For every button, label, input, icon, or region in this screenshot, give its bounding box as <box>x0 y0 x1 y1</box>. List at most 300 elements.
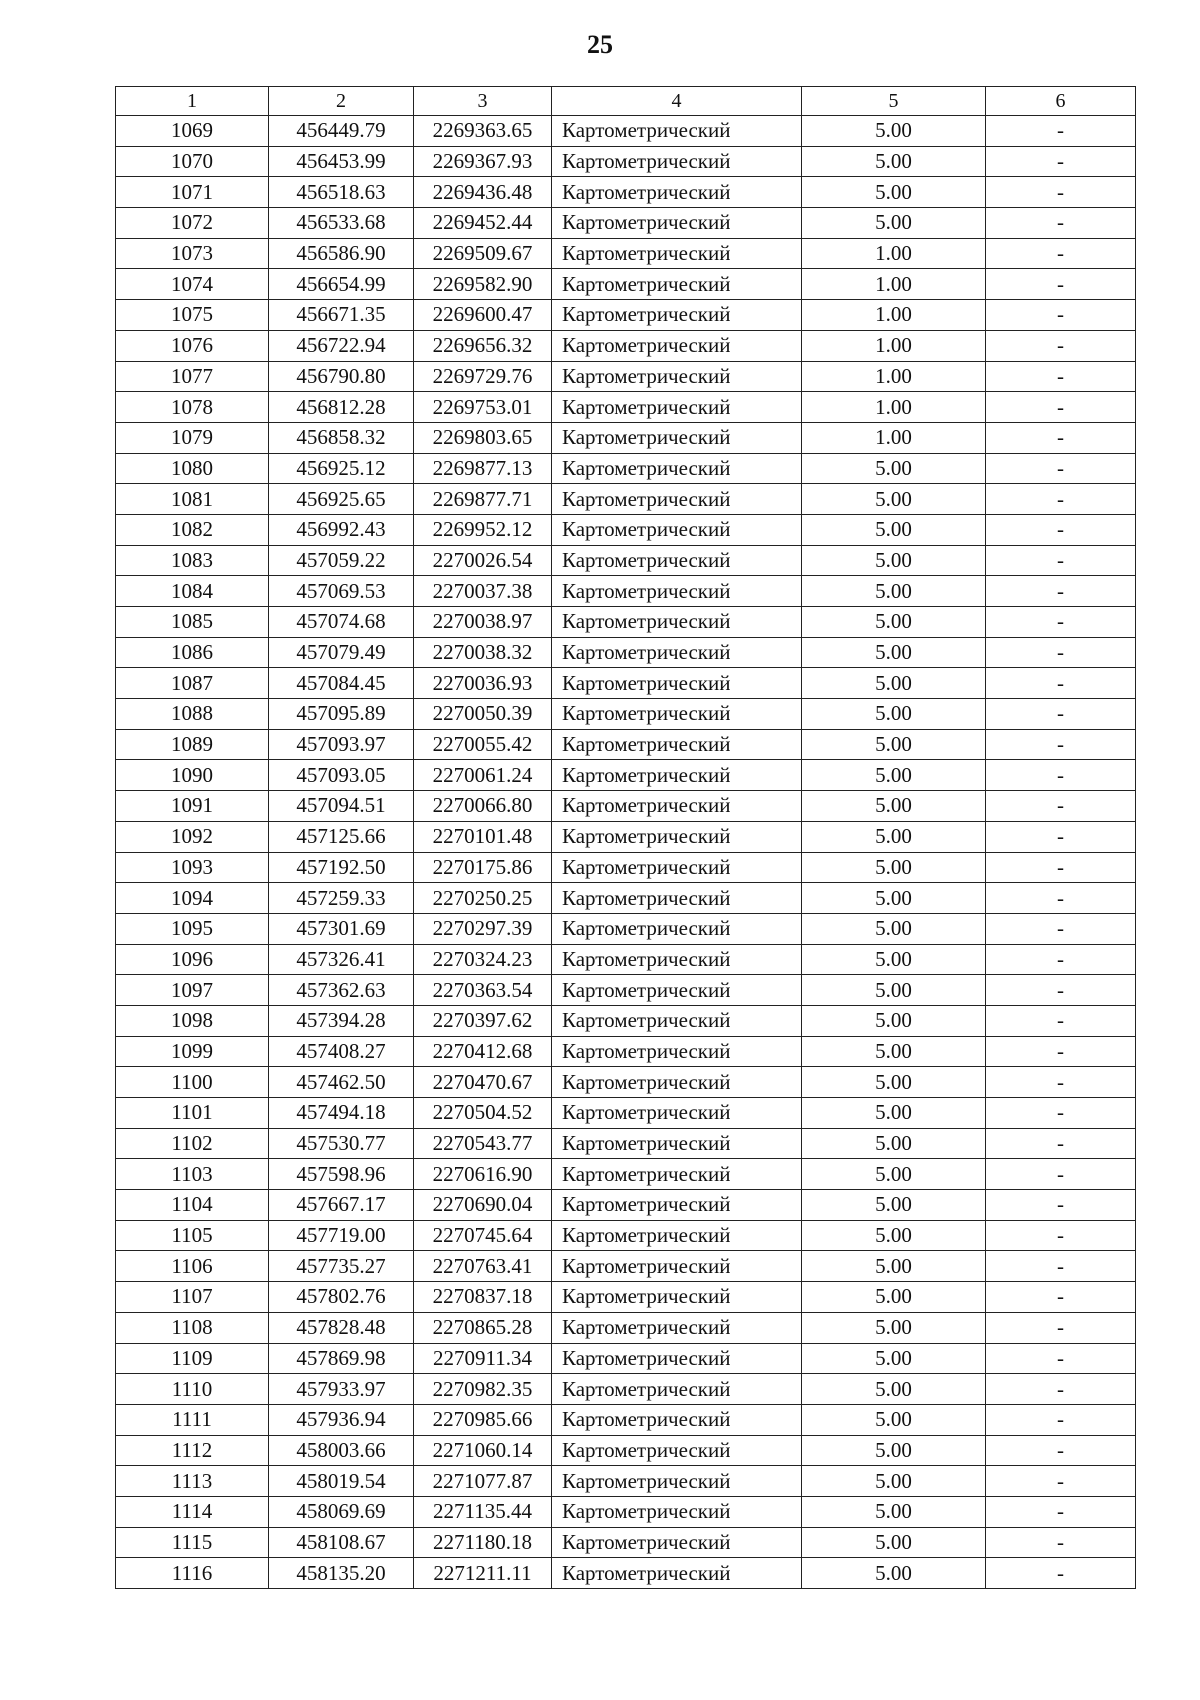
table-row <box>116 1128 1136 1159</box>
table-row <box>116 1527 1136 1558</box>
x-coordinate-cell: 458108.67 <box>269 1527 414 1558</box>
note-cell: - <box>986 1036 1136 1067</box>
y-coordinate-cell: 2271135.44 <box>414 1496 552 1527</box>
header-cell-2: 2 <box>269 87 414 116</box>
y-coordinate-cell: 2271060.14 <box>414 1435 552 1466</box>
y-coordinate-cell: 2270363.54 <box>414 975 552 1006</box>
accuracy-cell: 5.00 <box>802 729 986 760</box>
method-cell: Картометрический <box>552 1036 802 1067</box>
point-number-cell: 1111 <box>116 1404 269 1435</box>
note-cell: - <box>986 1558 1136 1589</box>
x-coordinate-cell: 457530.77 <box>269 1128 414 1159</box>
table-row <box>116 1558 1136 1589</box>
method-cell: Картометрический <box>552 545 802 576</box>
accuracy-cell: 5.00 <box>802 668 986 699</box>
note-cell: - <box>986 791 1136 822</box>
accuracy-cell: 1.00 <box>802 238 986 269</box>
accuracy-cell: 5.00 <box>802 1435 986 1466</box>
point-number-cell: 1076 <box>116 330 269 361</box>
accuracy-cell: 5.00 <box>802 208 986 239</box>
point-number-cell: 1074 <box>116 269 269 300</box>
note-cell: - <box>986 1374 1136 1405</box>
method-cell: Картометрический <box>552 944 802 975</box>
note-cell: - <box>986 668 1136 699</box>
x-coordinate-cell: 457259.33 <box>269 883 414 914</box>
table-row <box>116 637 1136 668</box>
point-number-cell: 1100 <box>116 1067 269 1098</box>
x-coordinate-cell: 457869.98 <box>269 1343 414 1374</box>
note-cell: - <box>986 1496 1136 1527</box>
x-coordinate-cell: 457125.66 <box>269 821 414 852</box>
x-coordinate-cell: 456790.80 <box>269 361 414 392</box>
accuracy-cell: 5.00 <box>802 1128 986 1159</box>
note-cell: - <box>986 699 1136 730</box>
header-cell-5: 5 <box>802 87 986 116</box>
note-cell: - <box>986 1098 1136 1129</box>
accuracy-cell: 5.00 <box>802 1312 986 1343</box>
x-coordinate-cell: 456453.99 <box>269 146 414 177</box>
x-coordinate-cell: 456992.43 <box>269 514 414 545</box>
x-coordinate-cell: 458003.66 <box>269 1435 414 1466</box>
method-cell: Картометрический <box>552 729 802 760</box>
note-cell: - <box>986 116 1136 147</box>
x-coordinate-cell: 456925.12 <box>269 453 414 484</box>
x-coordinate-cell: 457301.69 <box>269 913 414 944</box>
method-cell: Картометрический <box>552 1374 802 1405</box>
table-row <box>116 975 1136 1006</box>
method-cell: Картометрический <box>552 1251 802 1282</box>
x-coordinate-cell: 457079.49 <box>269 637 414 668</box>
table-row <box>116 1005 1136 1036</box>
point-number-cell: 1096 <box>116 944 269 975</box>
table-row <box>116 545 1136 576</box>
point-number-cell: 1084 <box>116 576 269 607</box>
x-coordinate-cell: 457095.89 <box>269 699 414 730</box>
note-cell: - <box>986 576 1136 607</box>
method-cell: Картометрический <box>552 576 802 607</box>
accuracy-cell: 1.00 <box>802 269 986 300</box>
method-cell: Картометрический <box>552 883 802 914</box>
y-coordinate-cell: 2270026.54 <box>414 545 552 576</box>
method-cell: Картометрический <box>552 852 802 883</box>
accuracy-cell: 5.00 <box>802 1190 986 1221</box>
note-cell: - <box>986 637 1136 668</box>
y-coordinate-cell: 2270690.04 <box>414 1190 552 1221</box>
method-cell: Картометрический <box>552 361 802 392</box>
point-number-cell: 1090 <box>116 760 269 791</box>
y-coordinate-cell: 2269363.65 <box>414 116 552 147</box>
table-row <box>116 668 1136 699</box>
table-row <box>116 1435 1136 1466</box>
method-cell: Картометрический <box>552 1312 802 1343</box>
table-row <box>116 699 1136 730</box>
y-coordinate-cell: 2269656.32 <box>414 330 552 361</box>
method-cell: Картометрический <box>552 392 802 423</box>
point-number-cell: 1107 <box>116 1282 269 1313</box>
y-coordinate-cell: 2270911.34 <box>414 1343 552 1374</box>
y-coordinate-cell: 2269509.67 <box>414 238 552 269</box>
accuracy-cell: 5.00 <box>802 1466 986 1497</box>
accuracy-cell: 5.00 <box>802 1343 986 1374</box>
method-cell: Картометрический <box>552 975 802 1006</box>
table-row <box>116 1159 1136 1190</box>
y-coordinate-cell: 2270985.66 <box>414 1404 552 1435</box>
note-cell: - <box>986 392 1136 423</box>
table-row <box>116 269 1136 300</box>
table-row <box>116 392 1136 423</box>
x-coordinate-cell: 456586.90 <box>269 238 414 269</box>
x-coordinate-cell: 457094.51 <box>269 791 414 822</box>
table-row <box>116 576 1136 607</box>
accuracy-cell: 5.00 <box>802 1220 986 1251</box>
method-cell: Картометрический <box>552 1190 802 1221</box>
point-number-cell: 1092 <box>116 821 269 852</box>
y-coordinate-cell: 2270397.62 <box>414 1005 552 1036</box>
x-coordinate-cell: 457394.28 <box>269 1005 414 1036</box>
x-coordinate-cell: 456858.32 <box>269 422 414 453</box>
note-cell: - <box>986 760 1136 791</box>
method-cell: Картометрический <box>552 238 802 269</box>
point-number-cell: 1099 <box>116 1036 269 1067</box>
accuracy-cell: 5.00 <box>802 791 986 822</box>
table-row <box>116 484 1136 515</box>
note-cell: - <box>986 944 1136 975</box>
accuracy-cell: 5.00 <box>802 576 986 607</box>
accuracy-cell: 5.00 <box>802 975 986 1006</box>
table-row <box>116 1067 1136 1098</box>
y-coordinate-cell: 2270865.28 <box>414 1312 552 1343</box>
point-number-cell: 1116 <box>116 1558 269 1589</box>
y-coordinate-cell: 2269582.90 <box>414 269 552 300</box>
y-coordinate-cell: 2270470.67 <box>414 1067 552 1098</box>
table-header <box>116 87 1136 116</box>
note-cell: - <box>986 361 1136 392</box>
method-cell: Картометрический <box>552 1220 802 1251</box>
x-coordinate-cell: 457719.00 <box>269 1220 414 1251</box>
table-row <box>116 1343 1136 1374</box>
point-number-cell: 1078 <box>116 392 269 423</box>
x-coordinate-cell: 456925.65 <box>269 484 414 515</box>
y-coordinate-cell: 2270038.97 <box>414 607 552 638</box>
point-number-cell: 1098 <box>116 1005 269 1036</box>
method-cell: Картометрический <box>552 821 802 852</box>
note-cell: - <box>986 1190 1136 1221</box>
point-number-cell: 1088 <box>116 699 269 730</box>
header-cell-1: 1 <box>116 87 269 116</box>
y-coordinate-cell: 2269803.65 <box>414 422 552 453</box>
y-coordinate-cell: 2271180.18 <box>414 1527 552 1558</box>
point-number-cell: 1110 <box>116 1374 269 1405</box>
accuracy-cell: 1.00 <box>802 392 986 423</box>
table-row <box>116 760 1136 791</box>
y-coordinate-cell: 2269729.76 <box>414 361 552 392</box>
y-coordinate-cell: 2269436.48 <box>414 177 552 208</box>
y-coordinate-cell: 2270250.25 <box>414 883 552 914</box>
accuracy-cell: 5.00 <box>802 1404 986 1435</box>
note-cell: - <box>986 300 1136 331</box>
table-row <box>116 944 1136 975</box>
accuracy-cell: 5.00 <box>802 760 986 791</box>
x-coordinate-cell: 458135.20 <box>269 1558 414 1589</box>
x-coordinate-cell: 457084.45 <box>269 668 414 699</box>
note-cell: - <box>986 913 1136 944</box>
y-coordinate-cell: 2270324.23 <box>414 944 552 975</box>
accuracy-cell: 1.00 <box>802 330 986 361</box>
x-coordinate-cell: 457828.48 <box>269 1312 414 1343</box>
accuracy-cell: 5.00 <box>802 1159 986 1190</box>
note-cell: - <box>986 1005 1136 1036</box>
y-coordinate-cell: 2269877.71 <box>414 484 552 515</box>
accuracy-cell: 5.00 <box>802 116 986 147</box>
method-cell: Картометрический <box>552 1496 802 1527</box>
x-coordinate-cell: 457326.41 <box>269 944 414 975</box>
table-row <box>116 146 1136 177</box>
x-coordinate-cell: 457362.63 <box>269 975 414 1006</box>
y-coordinate-cell: 2269367.93 <box>414 146 552 177</box>
table-row <box>116 1220 1136 1251</box>
accuracy-cell: 5.00 <box>802 607 986 638</box>
accuracy-cell: 5.00 <box>802 821 986 852</box>
page-number: 25 <box>587 30 613 59</box>
accuracy-cell: 5.00 <box>802 1098 986 1129</box>
point-number-cell: 1113 <box>116 1466 269 1497</box>
x-coordinate-cell: 458069.69 <box>269 1496 414 1527</box>
y-coordinate-cell: 2270543.77 <box>414 1128 552 1159</box>
method-cell: Картометрический <box>552 1466 802 1497</box>
table-row <box>116 1374 1136 1405</box>
y-coordinate-cell: 2270297.39 <box>414 913 552 944</box>
table-row <box>116 1251 1136 1282</box>
point-number-cell: 1087 <box>116 668 269 699</box>
note-cell: - <box>986 514 1136 545</box>
point-number-cell: 1108 <box>116 1312 269 1343</box>
point-number-cell: 1082 <box>116 514 269 545</box>
accuracy-cell: 5.00 <box>802 913 986 944</box>
accuracy-cell: 5.00 <box>802 1558 986 1589</box>
note-cell: - <box>986 238 1136 269</box>
table-row <box>116 883 1136 914</box>
table-row <box>116 453 1136 484</box>
method-cell: Картометрический <box>552 1128 802 1159</box>
coordinates-table <box>115 86 1136 1589</box>
point-number-cell: 1077 <box>116 361 269 392</box>
note-cell: - <box>986 1220 1136 1251</box>
note-cell: - <box>986 269 1136 300</box>
note-cell: - <box>986 208 1136 239</box>
method-cell: Картометрический <box>552 1098 802 1129</box>
x-coordinate-cell: 456518.63 <box>269 177 414 208</box>
note-cell: - <box>986 1343 1136 1374</box>
y-coordinate-cell: 2270837.18 <box>414 1282 552 1313</box>
table-row <box>116 1312 1136 1343</box>
accuracy-cell: 5.00 <box>802 1374 986 1405</box>
point-number-cell: 1091 <box>116 791 269 822</box>
y-coordinate-cell: 2270616.90 <box>414 1159 552 1190</box>
method-cell: Картометрический <box>552 607 802 638</box>
method-cell: Картометрический <box>552 208 802 239</box>
x-coordinate-cell: 457802.76 <box>269 1282 414 1313</box>
note-cell: - <box>986 453 1136 484</box>
table-row <box>116 300 1136 331</box>
point-number-cell: 1103 <box>116 1159 269 1190</box>
table-row <box>116 177 1136 208</box>
table-row <box>116 913 1136 944</box>
accuracy-cell: 5.00 <box>802 453 986 484</box>
header-cell-6: 6 <box>986 87 1136 116</box>
table-row <box>116 238 1136 269</box>
header-cell-4: 4 <box>552 87 802 116</box>
table-row <box>116 514 1136 545</box>
method-cell: Картометрический <box>552 1159 802 1190</box>
method-cell: Картометрический <box>552 146 802 177</box>
method-cell: Картометрический <box>552 300 802 331</box>
note-cell: - <box>986 177 1136 208</box>
method-cell: Картометрический <box>552 514 802 545</box>
y-coordinate-cell: 2269600.47 <box>414 300 552 331</box>
y-coordinate-cell: 2270504.52 <box>414 1098 552 1129</box>
table-body <box>116 116 1136 1589</box>
point-number-cell: 1089 <box>116 729 269 760</box>
x-coordinate-cell: 457069.53 <box>269 576 414 607</box>
point-number-cell: 1086 <box>116 637 269 668</box>
point-number-cell: 1069 <box>116 116 269 147</box>
point-number-cell: 1105 <box>116 1220 269 1251</box>
accuracy-cell: 1.00 <box>802 300 986 331</box>
point-number-cell: 1080 <box>116 453 269 484</box>
note-cell: - <box>986 1159 1136 1190</box>
x-coordinate-cell: 456812.28 <box>269 392 414 423</box>
point-number-cell: 1095 <box>116 913 269 944</box>
x-coordinate-cell: 457093.97 <box>269 729 414 760</box>
table-row <box>116 729 1136 760</box>
method-cell: Картометрический <box>552 668 802 699</box>
table-row <box>116 852 1136 883</box>
point-number-cell: 1085 <box>116 607 269 638</box>
accuracy-cell: 5.00 <box>802 637 986 668</box>
method-cell: Картометрический <box>552 1005 802 1036</box>
point-number-cell: 1102 <box>116 1128 269 1159</box>
y-coordinate-cell: 2270037.38 <box>414 576 552 607</box>
method-cell: Картометрический <box>552 791 802 822</box>
point-number-cell: 1070 <box>116 146 269 177</box>
accuracy-cell: 5.00 <box>802 944 986 975</box>
y-coordinate-cell: 2270982.35 <box>414 1374 552 1405</box>
y-coordinate-cell: 2270412.68 <box>414 1036 552 1067</box>
note-cell: - <box>986 1282 1136 1313</box>
method-cell: Картометрический <box>552 422 802 453</box>
accuracy-cell: 5.00 <box>802 1005 986 1036</box>
table-row <box>116 1098 1136 1129</box>
table-row <box>116 1282 1136 1313</box>
point-number-cell: 1081 <box>116 484 269 515</box>
method-cell: Картометрический <box>552 116 802 147</box>
x-coordinate-cell: 456671.35 <box>269 300 414 331</box>
point-number-cell: 1101 <box>116 1098 269 1129</box>
y-coordinate-cell: 2270763.41 <box>414 1251 552 1282</box>
table-row <box>116 607 1136 638</box>
accuracy-cell: 5.00 <box>802 1282 986 1313</box>
y-coordinate-cell: 2269952.12 <box>414 514 552 545</box>
note-cell: - <box>986 1527 1136 1558</box>
y-coordinate-cell: 2270061.24 <box>414 760 552 791</box>
note-cell: - <box>986 607 1136 638</box>
accuracy-cell: 5.00 <box>802 146 986 177</box>
method-cell: Картометрический <box>552 1558 802 1589</box>
table-row <box>116 330 1136 361</box>
y-coordinate-cell: 2270050.39 <box>414 699 552 730</box>
x-coordinate-cell: 457462.50 <box>269 1067 414 1098</box>
x-coordinate-cell: 457667.17 <box>269 1190 414 1221</box>
method-cell: Картометрический <box>552 760 802 791</box>
table-row <box>116 1466 1136 1497</box>
method-cell: Картометрический <box>552 699 802 730</box>
x-coordinate-cell: 456654.99 <box>269 269 414 300</box>
y-coordinate-cell: 2270101.48 <box>414 821 552 852</box>
x-coordinate-cell: 457192.50 <box>269 852 414 883</box>
accuracy-cell: 5.00 <box>802 852 986 883</box>
table-row <box>116 422 1136 453</box>
note-cell: - <box>986 330 1136 361</box>
x-coordinate-cell: 456449.79 <box>269 116 414 147</box>
method-cell: Картометрический <box>552 1435 802 1466</box>
table-row <box>116 791 1136 822</box>
point-number-cell: 1097 <box>116 975 269 1006</box>
y-coordinate-cell: 2269877.13 <box>414 453 552 484</box>
header-cell-3: 3 <box>414 87 552 116</box>
x-coordinate-cell: 457936.94 <box>269 1404 414 1435</box>
x-coordinate-cell: 457598.96 <box>269 1159 414 1190</box>
method-cell: Картометрический <box>552 1527 802 1558</box>
table-row <box>116 1036 1136 1067</box>
x-coordinate-cell: 458019.54 <box>269 1466 414 1497</box>
x-coordinate-cell: 457735.27 <box>269 1251 414 1282</box>
point-number-cell: 1075 <box>116 300 269 331</box>
accuracy-cell: 5.00 <box>802 177 986 208</box>
point-number-cell: 1071 <box>116 177 269 208</box>
method-cell: Картометрический <box>552 453 802 484</box>
point-number-cell: 1083 <box>116 545 269 576</box>
header-row <box>116 87 1136 116</box>
method-cell: Картометрический <box>552 1067 802 1098</box>
y-coordinate-cell: 2269452.44 <box>414 208 552 239</box>
point-number-cell: 1079 <box>116 422 269 453</box>
note-cell: - <box>986 146 1136 177</box>
table-row <box>116 208 1136 239</box>
note-cell: - <box>986 821 1136 852</box>
method-cell: Картометрический <box>552 913 802 944</box>
y-coordinate-cell: 2269753.01 <box>414 392 552 423</box>
accuracy-cell: 5.00 <box>802 1036 986 1067</box>
note-cell: - <box>986 1404 1136 1435</box>
y-coordinate-cell: 2270175.86 <box>414 852 552 883</box>
method-cell: Картометрический <box>552 177 802 208</box>
note-cell: - <box>986 729 1136 760</box>
point-number-cell: 1094 <box>116 883 269 914</box>
accuracy-cell: 5.00 <box>802 883 986 914</box>
point-number-cell: 1106 <box>116 1251 269 1282</box>
note-cell: - <box>986 975 1136 1006</box>
x-coordinate-cell: 457093.05 <box>269 760 414 791</box>
y-coordinate-cell: 2271077.87 <box>414 1466 552 1497</box>
method-cell: Картометрический <box>552 1404 802 1435</box>
accuracy-cell: 1.00 <box>802 361 986 392</box>
method-cell: Картометрический <box>552 330 802 361</box>
y-coordinate-cell: 2271211.11 <box>414 1558 552 1589</box>
table-row <box>116 821 1136 852</box>
x-coordinate-cell: 457059.22 <box>269 545 414 576</box>
method-cell: Картометрический <box>552 269 802 300</box>
note-cell: - <box>986 484 1136 515</box>
